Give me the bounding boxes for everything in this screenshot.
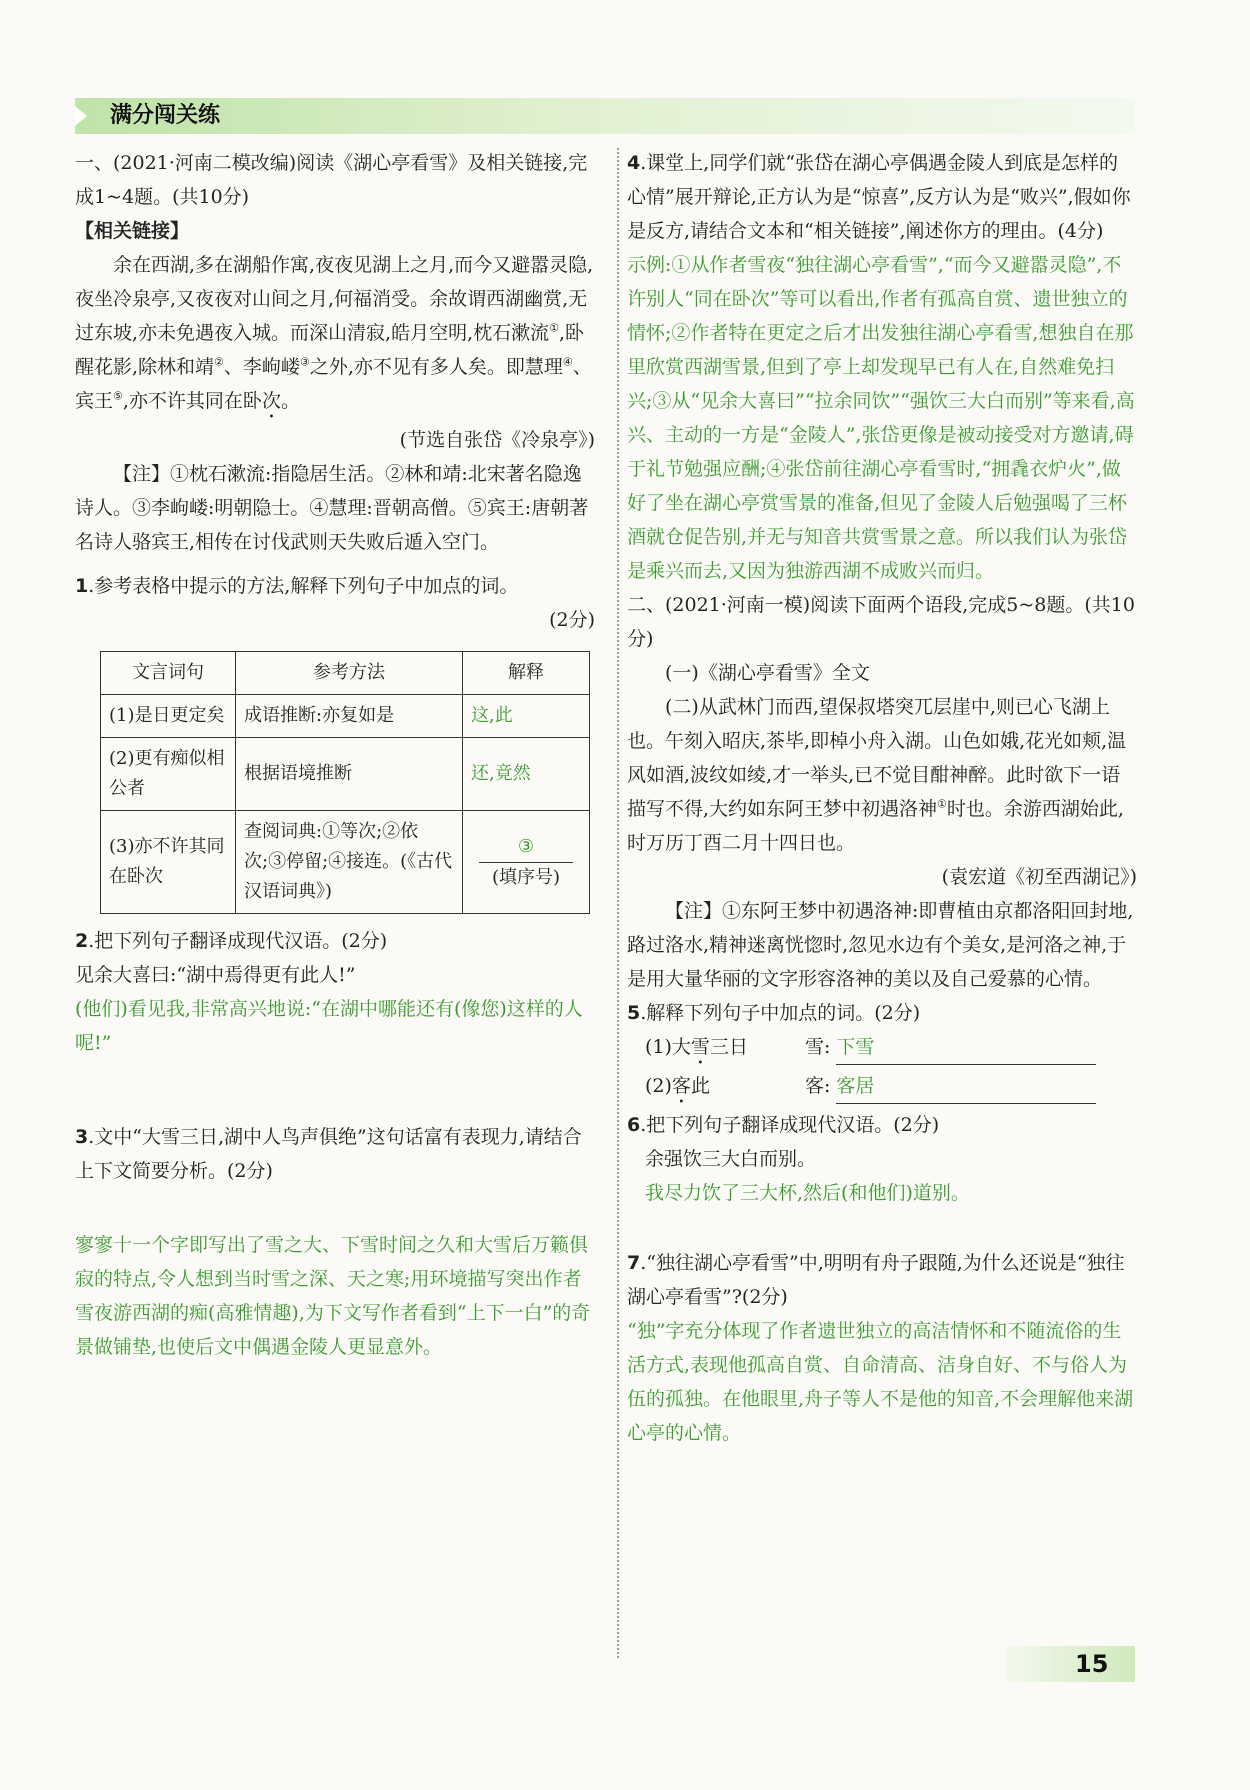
section2-part2: (二)从武林门而西,望保叔塔突兀层崖中,则已心飞湖上也。午刻入昭庆,茶毕,即棹小舟入湖。山色如娥,花光如颊,温风如酒,波纹如绫,才一举头,已不觉目酣神醉。此时欲下一语描写不得,大约如东阿王梦中初遇洛神①时也。余游西湖始此,时万历丁酉二月十四日也。 [627,696,1127,854]
section1-intro: 一、(2021·河南二模改编)阅读《湖心亭看雪》及相关链接,完成1~4题。(共10分) [75,152,588,208]
question-1-score: (2分) [549,609,595,631]
question-7-answer: “独”字充分体现了作者遗世独立的高洁情怀和不随流俗的生活方式,表现他孤高自赏、自命清高、洁身自好、不与俗人为伍的孤独。在他眼里,舟子等人不是他的知音,不会理解他来湖心亭的心情。 [627,1320,1134,1444]
page-number: 15 [1075,1650,1109,1678]
column-divider [617,148,619,1658]
table-cell: 查阅词典:①等次;②依次;③停留;④接连。(《古代汉语词典》) [236,811,463,914]
related-passage: 余在西湖,多在湖船作寓,夜夜见湖上之月,而今又避嚣灵隐,夜坐冷泉亭,又夜夜对山间之月,何福消受。余故谓西湖幽赏,无过东坡,亦未免遇夜入城。而深山清寂,皓月空明,枕石漱流①,卧醒花影,除林和靖②、李岣嵝③之外,亦不见有多人矣。即慧理④、宾王⑤,亦不许其同在卧次。 [75,254,594,412]
table-cell: 根据语境推断 [236,738,463,811]
passage-notes: 【注】①枕石漱流:指隐居生活。②林和靖:北宋著名隐逸诗人。③李岣嵝:明朝隐士。④慧理:晋朝高僧。⑤宾王:唐朝著名诗人骆宾王,相传在讨伐武则天失败后遁入空门。 [75,463,589,553]
table-cell: (2)更有痴似相公者 [101,738,236,811]
question-2-sentence: 见余大喜曰:“湖中焉得更有此人!” [75,964,356,986]
question-6: 6.把下列句子翻译成现代汉语。(2分) [627,1114,940,1136]
table-cell: (3)亦不许其同在卧次 [101,811,236,914]
link-title: 【相关链接】 [75,220,190,242]
section-title: 满分闯关练 [110,103,221,128]
question-5-item: (2)客此 客: 客居 [627,1069,1137,1108]
table-row [101,738,590,811]
section2-intro: 二、(2021·河南一模)阅读下面两个语段,完成5~8题。(共10分) [627,594,1135,650]
table-row [101,695,590,738]
answer-cell: 还,竟然 [463,738,590,811]
answer-cell: ③ (填序号) [463,811,590,914]
section2-source: (袁宏道《初至西湖记》) [941,866,1137,888]
question-5: 5.解释下列句子中加点的词。(2分) [627,1002,921,1024]
question-2-answer: (他们)看见我,非常高兴地说:“在湖中哪能还有(像您)这样的人呢!” [75,998,583,1054]
question-2: 2.把下列句子翻译成现代汉语。(2分) [75,930,388,952]
section2-note: 【注】①东阿王梦中初遇洛神:即曹植由京都洛阳回封地,路过洛水,精神迷离恍惚时,忽见水边有个美女,是河洛之神,于是用大量华丽的文字形容洛神的美以及自己爱慕的心情。 [627,900,1134,990]
table-header: 解释 [463,652,590,695]
question-3: 3.文中“大雪三日,湖中人鸟声俱绝”这句话富有表现力,请结合上下文简要分析。(2分) [75,1126,582,1182]
reference-table [100,651,590,914]
question-6-sentence: 余强饮三大白而别。 [645,1148,817,1170]
section-header-bar [75,98,1135,134]
table-cell: (1)是日更定矣 [101,695,236,738]
page-number-bar [1005,1646,1135,1682]
table-header: 文言词句 [101,652,236,695]
passage-source: (节选自张岱《冷泉亭》) [399,429,595,451]
answer-cell: 这,此 [463,695,590,738]
left-column [75,146,595,1364]
question-1: 1.参考表格中提示的方法,解释下列句子中加点的词。 [75,575,519,597]
question-3-answer: 寥寥十一个字即写出了雪之大、下雪时间之久和大雪后万籁俱寂的特点,令人想到当时雪之深、天之寒;用环境描写突出作者雪夜游西湖的痴(高雅情趣),为下文写作者看到“上下一白”的奇景做铺垫,也使后文中偶遇金陵人更显意外。 [75,1234,591,1358]
question-5-item: (1)大雪三日 雪: 下雪 [627,1030,1137,1069]
question-6-answer: 我尽力饮了三大杯,然后(和他们)道别。 [645,1182,970,1204]
chevron-right-icon [75,106,87,126]
question-7: 7.“独往湖心亭看雪”中,明明有舟子跟随,为什么还说是“独往湖心亭看雪”?(2分) [627,1252,1125,1308]
right-column [627,146,1137,1450]
table-header: 参考方法 [236,652,463,695]
table-cell: 成语推断:亦复如是 [236,695,463,738]
question-4: 4.课堂上,同学们就“张岱在湖心亭偶遇金陵人到底是怎样的心情”展开辩论,正方认为是“惊喜”,反方认为是“败兴”,假如你是反方,请结合文本和“相关链接”,阐述你方的理由。(4分) [627,152,1131,242]
section2-part1: (一)《湖心亭看雪》全文 [665,662,870,684]
question-4-answer: 示例:①从作者雪夜“独往湖心亭看雪”,“而今又避嚣灵隐”,不许别人“同在卧次”等可以看出,作者有孤高自赏、遗世独立的情怀;②作者特在更定之后才出发独往湖心亭看雪,想独自在那里欣赏西湖雪景,但到了亭上却发现早已有人在,自然难免扫兴;③从“见余大喜曰”“拉余同饮”“强饮三大白而别”等来看,高兴、主动的一方是“金陵人”,张岱更像是被动接受对方邀请,碍于礼节勉强应酬;④张岱前往湖心亭看雪时,“拥毳衣炉火”,做好了坐在湖心亭赏雪景的准备,但见了金陵人后勉强喝了三杯酒就仓促告别,并无与知音共赏雪景之意。所以我们认为张岱是乘兴而去,又因为独游西湖不成败兴而归。 [627,254,1135,582]
table-row [101,811,590,914]
